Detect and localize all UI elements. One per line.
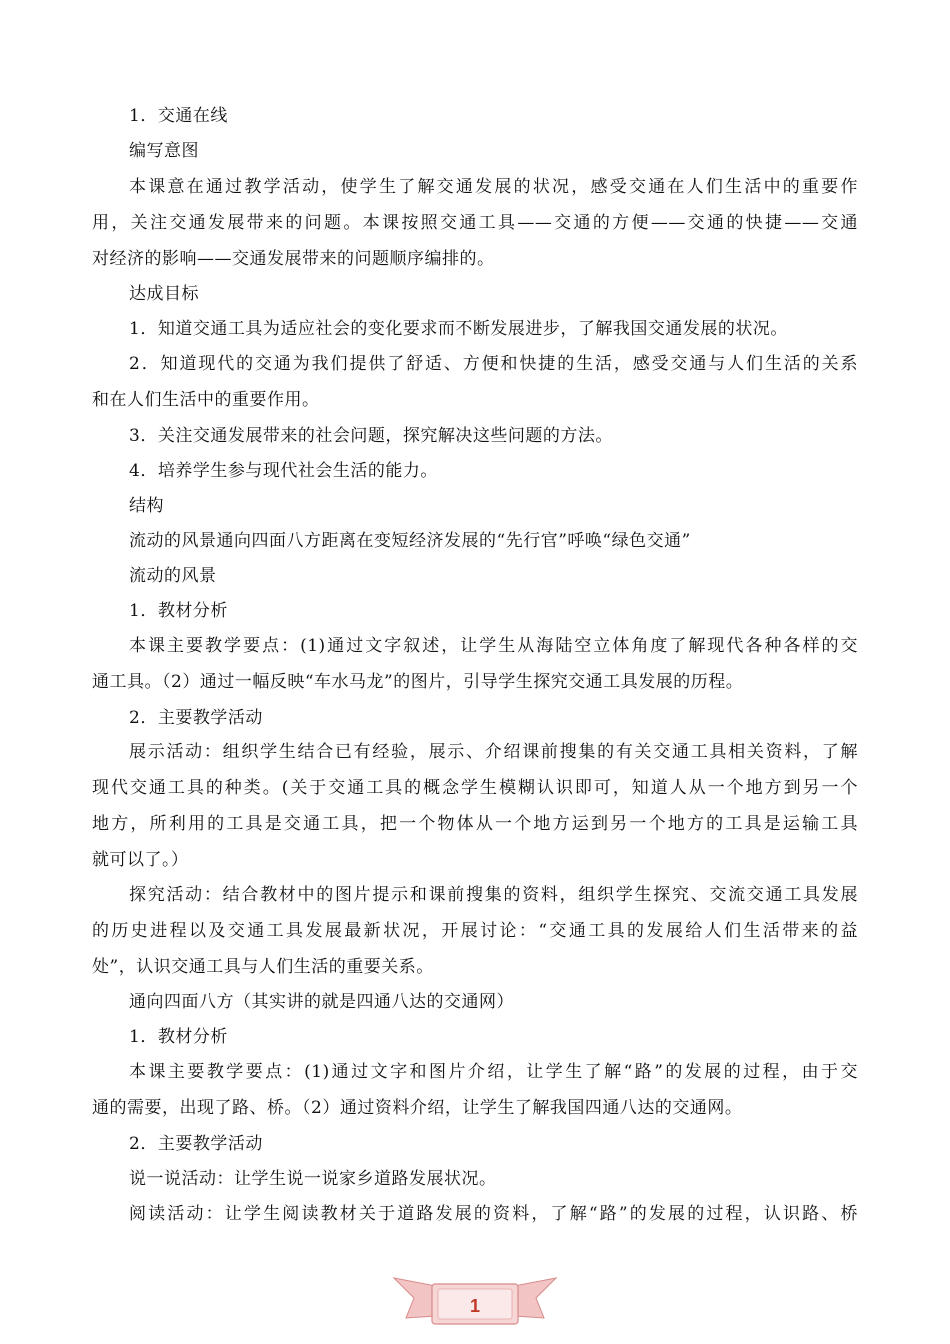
subheading: 1．教材分析 xyxy=(129,601,228,621)
paragraph-line: 用，关注交通发展带来的问题。本课按照交通工具——交通的方便——交通的快捷——交通 xyxy=(92,213,858,233)
goal-item: 1．知道交通工具为适应社会的变化要求而不断发展进步，了解我国交通发展的状况。 xyxy=(129,319,788,339)
subheading: 2．主要教学活动 xyxy=(129,708,263,728)
heading-lesson: 1．交通在线 xyxy=(129,106,228,126)
paragraph-line: 展示活动：组织学生结合已有经验，展示、介绍课前搜集的有关交通工具相关资料，了解 xyxy=(129,742,858,762)
paragraph-line: 本课主要教学要点：(1)通过文字和图片介绍，让学生了解“路”的发展的过程，由于交 xyxy=(129,1062,858,1082)
paragraph-line: 的历史进程以及交通工具发展最新状况，开展讨论：“交通工具的发展给人们生活带来的益 xyxy=(92,921,858,941)
goal-item: 2．知道现代的交通为我们提供了舒适、方便和快捷的生活，感受交通与人们生活的关系 xyxy=(129,354,858,374)
goal-item: 3．关注交通发展带来的社会问题，探究解决这些问题的方法。 xyxy=(129,426,613,446)
paragraph-line: 说一说活动：让学生说一说家乡道路发展状况。 xyxy=(129,1169,497,1189)
paragraph-line: 现代交通工具的种类。(关于交通工具的概念学生模糊认识即可，知道人从一个地方到另一个 xyxy=(92,778,858,798)
paragraph-line: 对经济的影响——交通发展带来的问题顺序编排的。 xyxy=(92,249,495,269)
page-number-ribbon xyxy=(392,1268,558,1334)
subheading: 2．主要教学活动 xyxy=(129,1134,263,1154)
heading-structure: 结构 xyxy=(129,496,164,516)
paragraph-line: 本课主要教学要点：(1)通过文字叙述，让学生从海陆空立体角度了解现代各种各样的交 xyxy=(129,636,858,656)
subheading: 1．教材分析 xyxy=(129,1027,228,1047)
goal-item: 4．培养学生参与现代社会生活的能力。 xyxy=(129,461,438,481)
structure-line: 流动的风景通向四面八方距离在变短经济发展的“先行官”呼唤“绿色交通” xyxy=(129,531,691,551)
paragraph-line: 探究活动：结合教材中的图片提示和课前搜集的资料，组织学生探究、交流交通工具发展 xyxy=(129,885,858,905)
heading-intent: 编写意图 xyxy=(129,141,199,161)
paragraph-line: 就可以了。） xyxy=(92,850,189,870)
paragraph-line: 处”，认识交通工具与人们生活的重要关系。 xyxy=(92,957,434,977)
page-number: 1 xyxy=(469,1296,480,1316)
section-title: 通向四面八方（其实讲的就是四通八达的交通网） xyxy=(129,992,514,1012)
paragraph-line: 本课意在通过教学活动，使学生了解交通发展的状况，感受交通在人们生活中的重要作 xyxy=(129,177,858,197)
paragraph-line: 和在人们生活中的重要作用。 xyxy=(92,390,320,410)
paragraph-line: 地方，所利用的工具是交通工具，把一个物体从一个地方运到另一个地方的工具是运输工具 xyxy=(92,814,858,834)
paragraph-line: 阅读活动：让学生阅读教材关于道路发展的资料，了解“路”的发展的过程，认识路、桥 xyxy=(129,1204,858,1224)
paragraph-line: 通工具。（2）通过一幅反映“车水马龙”的图片，引导学生探究交通工具发展的历程。 xyxy=(92,672,744,692)
paragraph-line: 通的需要，出现了路、桥。（2）通过资料介绍，让学生了解我国四通八达的交通网。 xyxy=(92,1098,743,1118)
heading-goals: 达成目标 xyxy=(129,284,199,304)
section-title: 流动的风景 xyxy=(129,566,217,586)
